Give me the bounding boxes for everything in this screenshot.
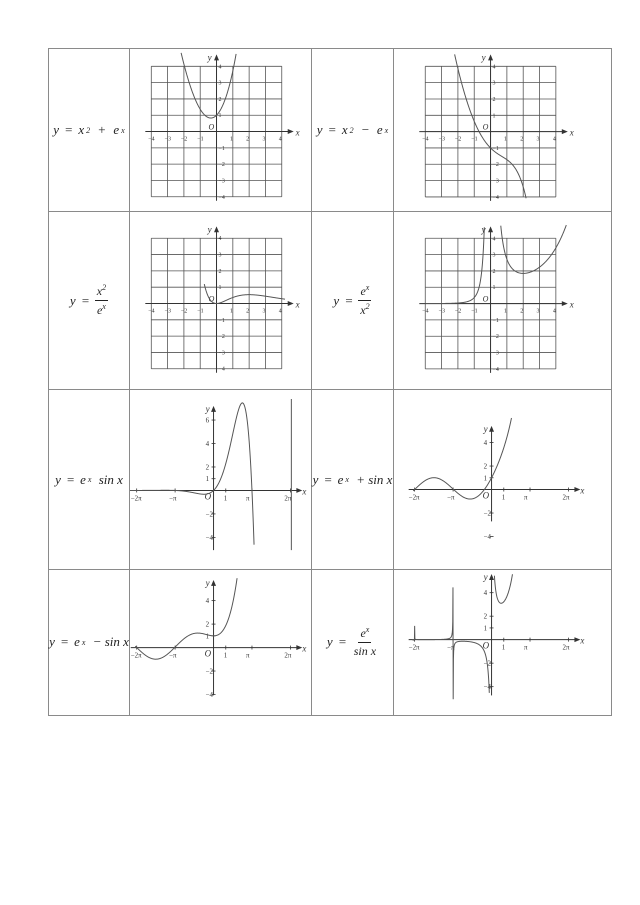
x-tick-label: π — [524, 643, 528, 652]
y-tick-label: 4 — [218, 64, 222, 71]
graph-x2-over-ex — [130, 212, 312, 390]
x-tick-label: 2 — [246, 308, 250, 315]
x-tick-label: 1 — [229, 136, 233, 143]
x-axis-arrow — [562, 301, 568, 306]
graph-ex-plus-sinx — [394, 390, 612, 569]
y-tick-label: −4 — [218, 194, 225, 201]
y-tick-label: 3 — [218, 252, 222, 259]
table-row — [49, 212, 612, 390]
y-axis-label: y — [207, 224, 212, 235]
x-tick-label: 1 — [501, 643, 506, 652]
y-tick-label: −2 — [218, 162, 225, 169]
origin-label: O — [482, 122, 489, 132]
y-axis-arrow — [489, 426, 494, 432]
y-axis-arrow — [489, 574, 494, 580]
x-tick-label: −4 — [422, 136, 429, 143]
x-axis-arrow — [288, 129, 294, 134]
table-row — [49, 49, 612, 212]
formula-x2-plus-ex: y = x 2 + e x — [49, 49, 130, 212]
y-axis-arrow — [211, 405, 216, 411]
formula-ex-over-x2: y = $\frac{e^x}{x^2}$ — [312, 212, 394, 390]
y-tick-label: 2 — [218, 269, 222, 276]
x-tick-label: 4 — [278, 136, 282, 143]
x-axis-label: x — [580, 485, 585, 496]
y-tick-label: 2 — [205, 620, 210, 629]
y-tick-label: −4 — [483, 533, 491, 542]
y-tick-label: 1 — [205, 631, 210, 640]
x-tick-label: 2π — [562, 493, 570, 502]
origin-label: O — [204, 490, 212, 501]
blank-page-area — [0, 762, 640, 905]
y-tick-label: −2 — [483, 509, 491, 518]
origin-label: O — [204, 648, 212, 659]
graph-ex-sinx — [130, 390, 312, 569]
x-tick-label: −3 — [438, 136, 445, 143]
y-axis-arrow — [488, 227, 493, 233]
x-tick-label: −2 — [454, 308, 462, 315]
table-row — [49, 569, 612, 715]
graph-x2-plus-ex — [130, 49, 312, 212]
x-tick-label: −2π — [130, 651, 142, 660]
x-tick-label: 3 — [536, 308, 540, 315]
y-tick-label: 4 — [205, 439, 210, 448]
x-tick-label: −3 — [164, 136, 171, 143]
x-tick-label: −3 — [438, 308, 445, 315]
trig-plot — [130, 391, 311, 569]
x-tick-label: −1 — [197, 136, 204, 143]
y-tick-label: 1 — [492, 113, 496, 120]
y-tick-label: 1 — [483, 474, 488, 483]
trig-plot — [130, 570, 311, 715]
y-tick-label: −3 — [218, 350, 225, 357]
x-tick-label: 4 — [552, 136, 556, 143]
y-tick-label: −1 — [218, 145, 225, 152]
trig-plot — [394, 390, 611, 568]
function-curve — [135, 578, 237, 659]
y-tick-label: −2 — [205, 667, 213, 676]
x-tick-label: 2π — [284, 651, 292, 660]
x-tick-label: −2π — [408, 493, 420, 502]
y-axis-label: y — [483, 571, 488, 582]
y-tick-label: −3 — [218, 178, 225, 185]
x-tick-label: −1 — [471, 308, 478, 315]
table-row — [49, 390, 612, 569]
x-tick-label: −4 — [148, 308, 155, 315]
x-tick-label: −π — [169, 651, 177, 660]
x-tick-label: π — [245, 651, 250, 660]
y-tick-label: −1 — [492, 145, 499, 152]
x-axis-label: x — [295, 299, 300, 310]
x-tick-label: −3 — [164, 308, 171, 315]
x-tick-label: −1 — [471, 136, 478, 143]
y-tick-label: −4 — [205, 533, 213, 542]
x-tick-label: −2 — [180, 136, 188, 143]
origin-label: O — [482, 294, 489, 304]
y-tick-label: −2 — [218, 334, 225, 341]
y-tick-label: 1 — [492, 285, 496, 292]
y-axis-arrow — [211, 580, 216, 586]
x-tick-label: 3 — [262, 136, 266, 143]
y-tick-label: 1 — [483, 624, 488, 633]
x-tick-label: 3 — [262, 308, 266, 315]
y-tick-label: 2 — [483, 612, 488, 621]
x-tick-label: 2 — [246, 136, 250, 143]
x-tick-label: 1 — [503, 136, 507, 143]
x-tick-label: π — [246, 493, 250, 502]
y-tick-label: 2 — [218, 96, 222, 103]
y-tick-label: 4 — [492, 236, 496, 243]
y-axis-label: y — [481, 224, 486, 235]
y-tick-label: 4 — [483, 439, 488, 448]
y-tick-label: −3 — [492, 350, 499, 357]
x-axis-label: x — [295, 127, 300, 138]
formula-ex-plus-sinx: y = e x + sin x — [312, 390, 394, 569]
y-tick-label: −2 — [205, 509, 213, 518]
y-tick-label: −4 — [218, 367, 225, 374]
y-tick-label: 1 — [218, 113, 222, 120]
function-curve — [413, 418, 511, 499]
y-tick-label: −3 — [492, 178, 499, 185]
function-graph-table — [48, 48, 612, 716]
grid-plot — [394, 212, 611, 389]
y-tick-label: −4 — [483, 682, 491, 691]
x-tick-label: 2π — [284, 493, 292, 502]
x-tick-label: −2 — [454, 136, 462, 143]
y-tick-label: 4 — [218, 236, 222, 243]
x-tick-label: −2π — [130, 493, 142, 502]
graph-ex-minus-sinx — [130, 569, 312, 715]
formula-ex-sinx: y = e x sin x — [49, 390, 130, 569]
y-tick-label: 4 — [492, 64, 496, 71]
x-tick-label: 3 — [536, 136, 540, 143]
y-axis-label: y — [483, 424, 488, 435]
formula-ex-minus-sinx: y = e x − sin x — [49, 569, 130, 715]
x-tick-label: −π — [447, 643, 455, 652]
y-axis-label: y — [481, 52, 486, 63]
y-axis-label: y — [207, 52, 212, 63]
x-axis-arrow — [562, 129, 568, 134]
x-tick-label: 1 — [223, 493, 228, 502]
y-tick-label: −2 — [492, 334, 499, 341]
x-tick-label: −π — [169, 493, 177, 502]
y-axis-label: y — [205, 577, 210, 588]
origin-label: O — [208, 122, 215, 132]
y-tick-label: 2 — [483, 462, 488, 471]
x-axis-label: x — [569, 127, 574, 138]
y-tick-label: 2 — [492, 269, 496, 276]
y-tick-label: 4 — [483, 588, 488, 597]
y-tick-label: −1 — [492, 318, 499, 325]
y-tick-label: 1 — [218, 285, 222, 292]
y-axis-arrow — [214, 227, 219, 233]
y-axis-arrow — [214, 54, 219, 60]
y-tick-label: 1 — [205, 474, 210, 483]
function-curve — [130, 402, 254, 544]
grid-plot — [130, 212, 311, 389]
function-curve — [412, 571, 512, 699]
formula-ex-over-sinx: y = $\frac{e^x}{\text{sin x}}$ — [312, 569, 394, 715]
x-tick-label: −4 — [148, 136, 155, 143]
x-tick-label: −4 — [422, 308, 429, 315]
grid-plot — [394, 49, 611, 211]
y-axis-arrow — [488, 54, 493, 60]
x-axis-label: x — [580, 635, 585, 646]
y-tick-label: 6 — [205, 416, 210, 425]
graph-ex-over-sinx — [394, 569, 612, 715]
x-tick-label: −π — [447, 493, 455, 502]
trig-plot — [394, 570, 611, 715]
y-tick-label: 3 — [218, 80, 222, 87]
y-tick-label: 2 — [205, 462, 210, 471]
graph-x2-minus-ex — [394, 49, 612, 212]
origin-label: O — [208, 294, 215, 304]
x-tick-label: 1 — [229, 308, 233, 315]
y-tick-label: −2 — [483, 659, 491, 668]
x-axis-label: x — [569, 299, 574, 310]
origin-label: O — [482, 490, 490, 501]
x-tick-label: 2 — [520, 136, 524, 143]
x-tick-label: 2π — [562, 643, 570, 652]
x-axis-label: x — [302, 643, 307, 654]
graph-ex-over-x2 — [394, 212, 612, 390]
x-axis-arrow — [288, 301, 294, 306]
x-tick-label: 1 — [223, 651, 228, 660]
formula-x2-over-ex: y = $\frac{x^2}{e^x}$ — [49, 212, 130, 390]
y-tick-label: −1 — [218, 318, 225, 325]
grid-plot — [130, 49, 311, 211]
x-tick-label: −2π — [408, 643, 420, 652]
origin-label: O — [482, 640, 490, 651]
x-tick-label: π — [524, 493, 528, 502]
y-tick-label: 4 — [205, 596, 210, 605]
x-tick-label: −1 — [197, 308, 204, 315]
y-axis-label: y — [205, 403, 210, 414]
function-curve — [425, 225, 566, 303]
y-tick-label: −4 — [205, 690, 213, 699]
x-tick-label: 1 — [503, 308, 507, 315]
y-tick-label: 3 — [492, 80, 496, 87]
y-tick-label: 3 — [492, 252, 496, 259]
x-tick-label: 4 — [278, 308, 282, 315]
x-tick-label: 2 — [520, 308, 524, 315]
x-axis-label: x — [302, 485, 307, 496]
y-tick-label: −2 — [492, 162, 499, 169]
y-tick-label: 2 — [492, 96, 496, 103]
formula-x2-minus-ex: y = x 2 − e x — [312, 49, 394, 212]
y-tick-label: −4 — [492, 367, 499, 374]
x-tick-label: −2 — [180, 308, 188, 315]
x-tick-label: 4 — [552, 308, 556, 315]
x-tick-label: 1 — [501, 493, 506, 502]
y-tick-label: −4 — [492, 194, 499, 201]
function-curve — [181, 53, 236, 118]
